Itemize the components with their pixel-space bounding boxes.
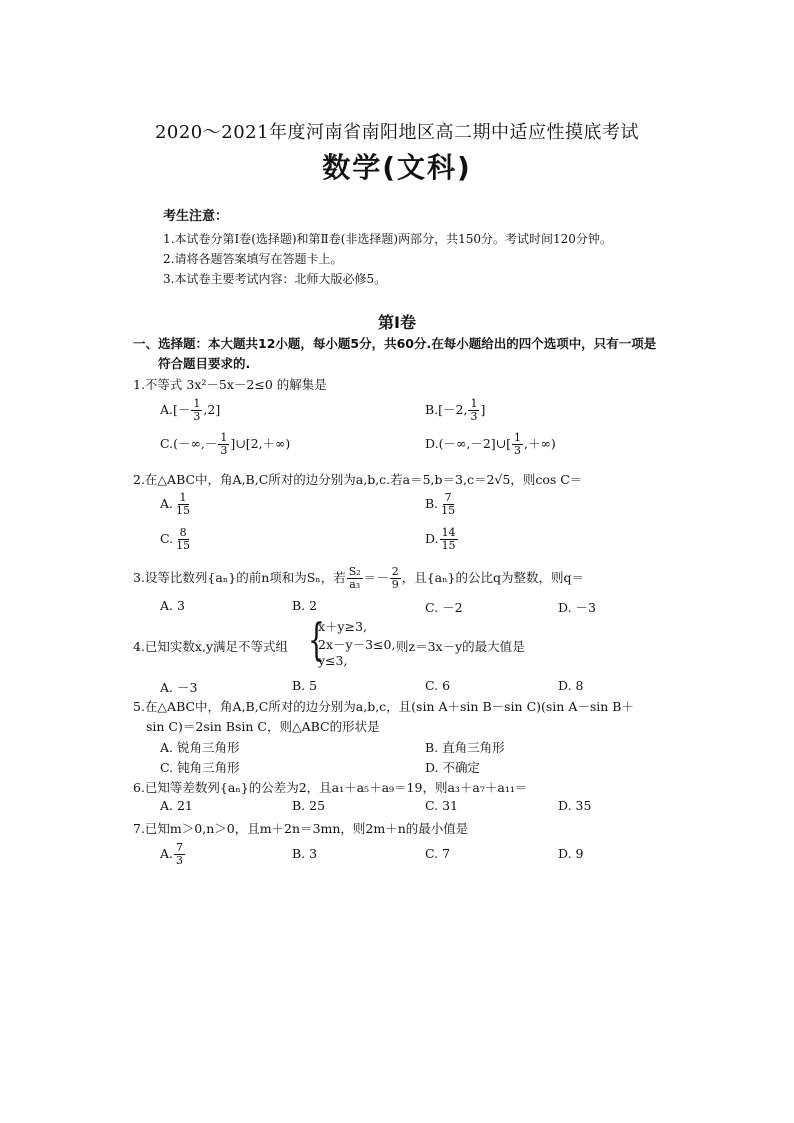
q1-option-b: B.[－2, $\frac{1}{3}$ ] bbox=[425, 397, 486, 423]
q6-option-a: A. 21 bbox=[160, 798, 193, 813]
q2-option-b: B. $\frac{7}{15}$ bbox=[425, 491, 456, 517]
q5-option-b: B. 直角三角形 bbox=[425, 740, 505, 755]
q4-option-d: D. 8 bbox=[558, 678, 584, 693]
q7-option-b: B. 3 bbox=[292, 846, 318, 861]
fraction: $\frac{8}{15}$ bbox=[176, 526, 191, 552]
fraction: $\frac{7}{3}$ bbox=[176, 841, 184, 867]
question-4-stem-prefix: 4.已知实数x,y满足不等式组 bbox=[133, 639, 289, 654]
q6-option-c: C. 31 bbox=[425, 798, 458, 813]
notice-heading: 考生注意： bbox=[163, 209, 229, 224]
q2-option-a: A. $\frac{1}{15}$ bbox=[160, 491, 191, 517]
q5-option-a: A. 锐角三角形 bbox=[160, 740, 240, 755]
fraction: $\frac{1}{3}$ bbox=[514, 431, 522, 457]
q3-option-c: C. －2 bbox=[425, 600, 463, 615]
question-5-stem-cont: sin C)＝2sin Bsin C，则△ABC的形状是 bbox=[146, 719, 380, 734]
fraction: $\frac{1}{3}$ bbox=[470, 397, 478, 423]
notice-item: 2.请将各题答案填写在答题卡上。 bbox=[163, 252, 343, 266]
q4-option-b: B. 5 bbox=[292, 678, 318, 693]
exam-title: 2020～2021年度河南省南阳地区高二期中适应性摸底考试 bbox=[154, 122, 640, 143]
question-5-stem: 5.在△ABC中，角A,B,C所对的边分别为a,b,c，且(sin A＋sin B－sin C)(sin A－sin B＋ bbox=[133, 699, 634, 714]
notice-item: 1.本试卷分第Ⅰ卷(选择题)和第Ⅱ卷(非选择题)两部分，共150分。考试时间120分钟。 bbox=[163, 232, 612, 246]
section-instructions-cont: 符合题目要求的. bbox=[158, 356, 251, 371]
q3-option-a: A. 3 bbox=[160, 598, 185, 613]
fraction: $\frac{2}{9}$ bbox=[391, 565, 399, 591]
question-7-stem: 7.已知m＞0,n＞0，且m＋2n＝3mn，则2m＋n的最小值是 bbox=[133, 821, 469, 836]
q1-option-c: C.(－∞,－ $\frac{1}{3}$ ]∪[2,＋∞) bbox=[160, 431, 291, 457]
inequality-1: x＋y≥3, bbox=[318, 619, 368, 634]
fraction: $\frac{7}{15}$ bbox=[441, 491, 456, 517]
q5-option-d: D. 不确定 bbox=[425, 760, 481, 775]
q7-option-a: A. $\frac{7}{3}$ bbox=[160, 841, 184, 867]
fraction: $\frac{1}{3}$ bbox=[193, 397, 201, 423]
q7-option-c: C. 7 bbox=[425, 846, 451, 861]
q3-option-b: B. 2 bbox=[292, 598, 318, 613]
q3-option-d: D. －3 bbox=[558, 600, 596, 615]
fraction: $\frac{14}{15}$ bbox=[441, 526, 456, 552]
inequality-3: y≤3, bbox=[318, 653, 348, 668]
inequality-2: 2x－y－3≤0, bbox=[318, 637, 396, 652]
q4-option-a: A. －3 bbox=[160, 680, 198, 695]
question-4-stem-suffix: 则z＝3x－y的最大值是 bbox=[396, 639, 525, 654]
subject-title: 数学(文科) bbox=[322, 151, 472, 184]
q6-option-d: D. 35 bbox=[558, 798, 592, 813]
fraction: $\frac{\text{S₂}}{\text{a₃}}$ bbox=[348, 565, 361, 591]
question-6-stem: 6.已知等差数列{aₙ}的公差为2，且a₁＋a₅＋a₉＝19，则a₃＋a₇＋a₁₁＝ bbox=[133, 780, 528, 795]
fraction: $\frac{1}{3}$ bbox=[220, 431, 228, 457]
question-3-stem: 3.设等比数列{aₙ}的前n项和为Sₙ，若 $\frac{\text{S₂}}{\text{a₃}}$ ＝－ $\frac{2}{9}$ ，且{aₙ}的公比q为整数，则q＝ bbox=[133, 565, 584, 591]
q2-option-d: D. $\frac{14}{15}$ bbox=[425, 526, 456, 552]
q2-option-c: C. $\frac{8}{15}$ bbox=[160, 526, 191, 552]
question-1-stem: 1.不等式 3x²－5x－2≤0 的解集是 bbox=[133, 377, 327, 392]
q5-option-c: C. 钝角三角形 bbox=[160, 760, 240, 775]
question-2-stem: 2.在△ABC中，角A,B,C所对的边分别为a,b,c.若a＝5,b＝3,c＝2√5，则cos C＝ bbox=[133, 472, 583, 487]
section-instructions: 一、选择题：本大题共12小题，每小题5分，共60分.在每小题给出的四个选项中，只有一项是 bbox=[133, 336, 657, 351]
fraction: $\frac{1}{15}$ bbox=[176, 491, 191, 517]
brace-icon: { bbox=[308, 615, 325, 666]
q1-option-a: A.[－ $\frac{1}{3}$ ,2] bbox=[160, 397, 221, 423]
notice-item: 3.本试卷主要考试内容：北师大版必修5。 bbox=[163, 272, 387, 286]
q1-option-d: D.(－∞,－2]∪[ $\frac{1}{3}$ ,＋∞) bbox=[425, 431, 556, 457]
volume-heading: 第Ⅰ卷 bbox=[378, 313, 416, 332]
q4-option-c: C. 6 bbox=[425, 678, 451, 693]
q6-option-b: B. 25 bbox=[292, 798, 326, 813]
q7-option-d: D. 9 bbox=[558, 846, 584, 861]
